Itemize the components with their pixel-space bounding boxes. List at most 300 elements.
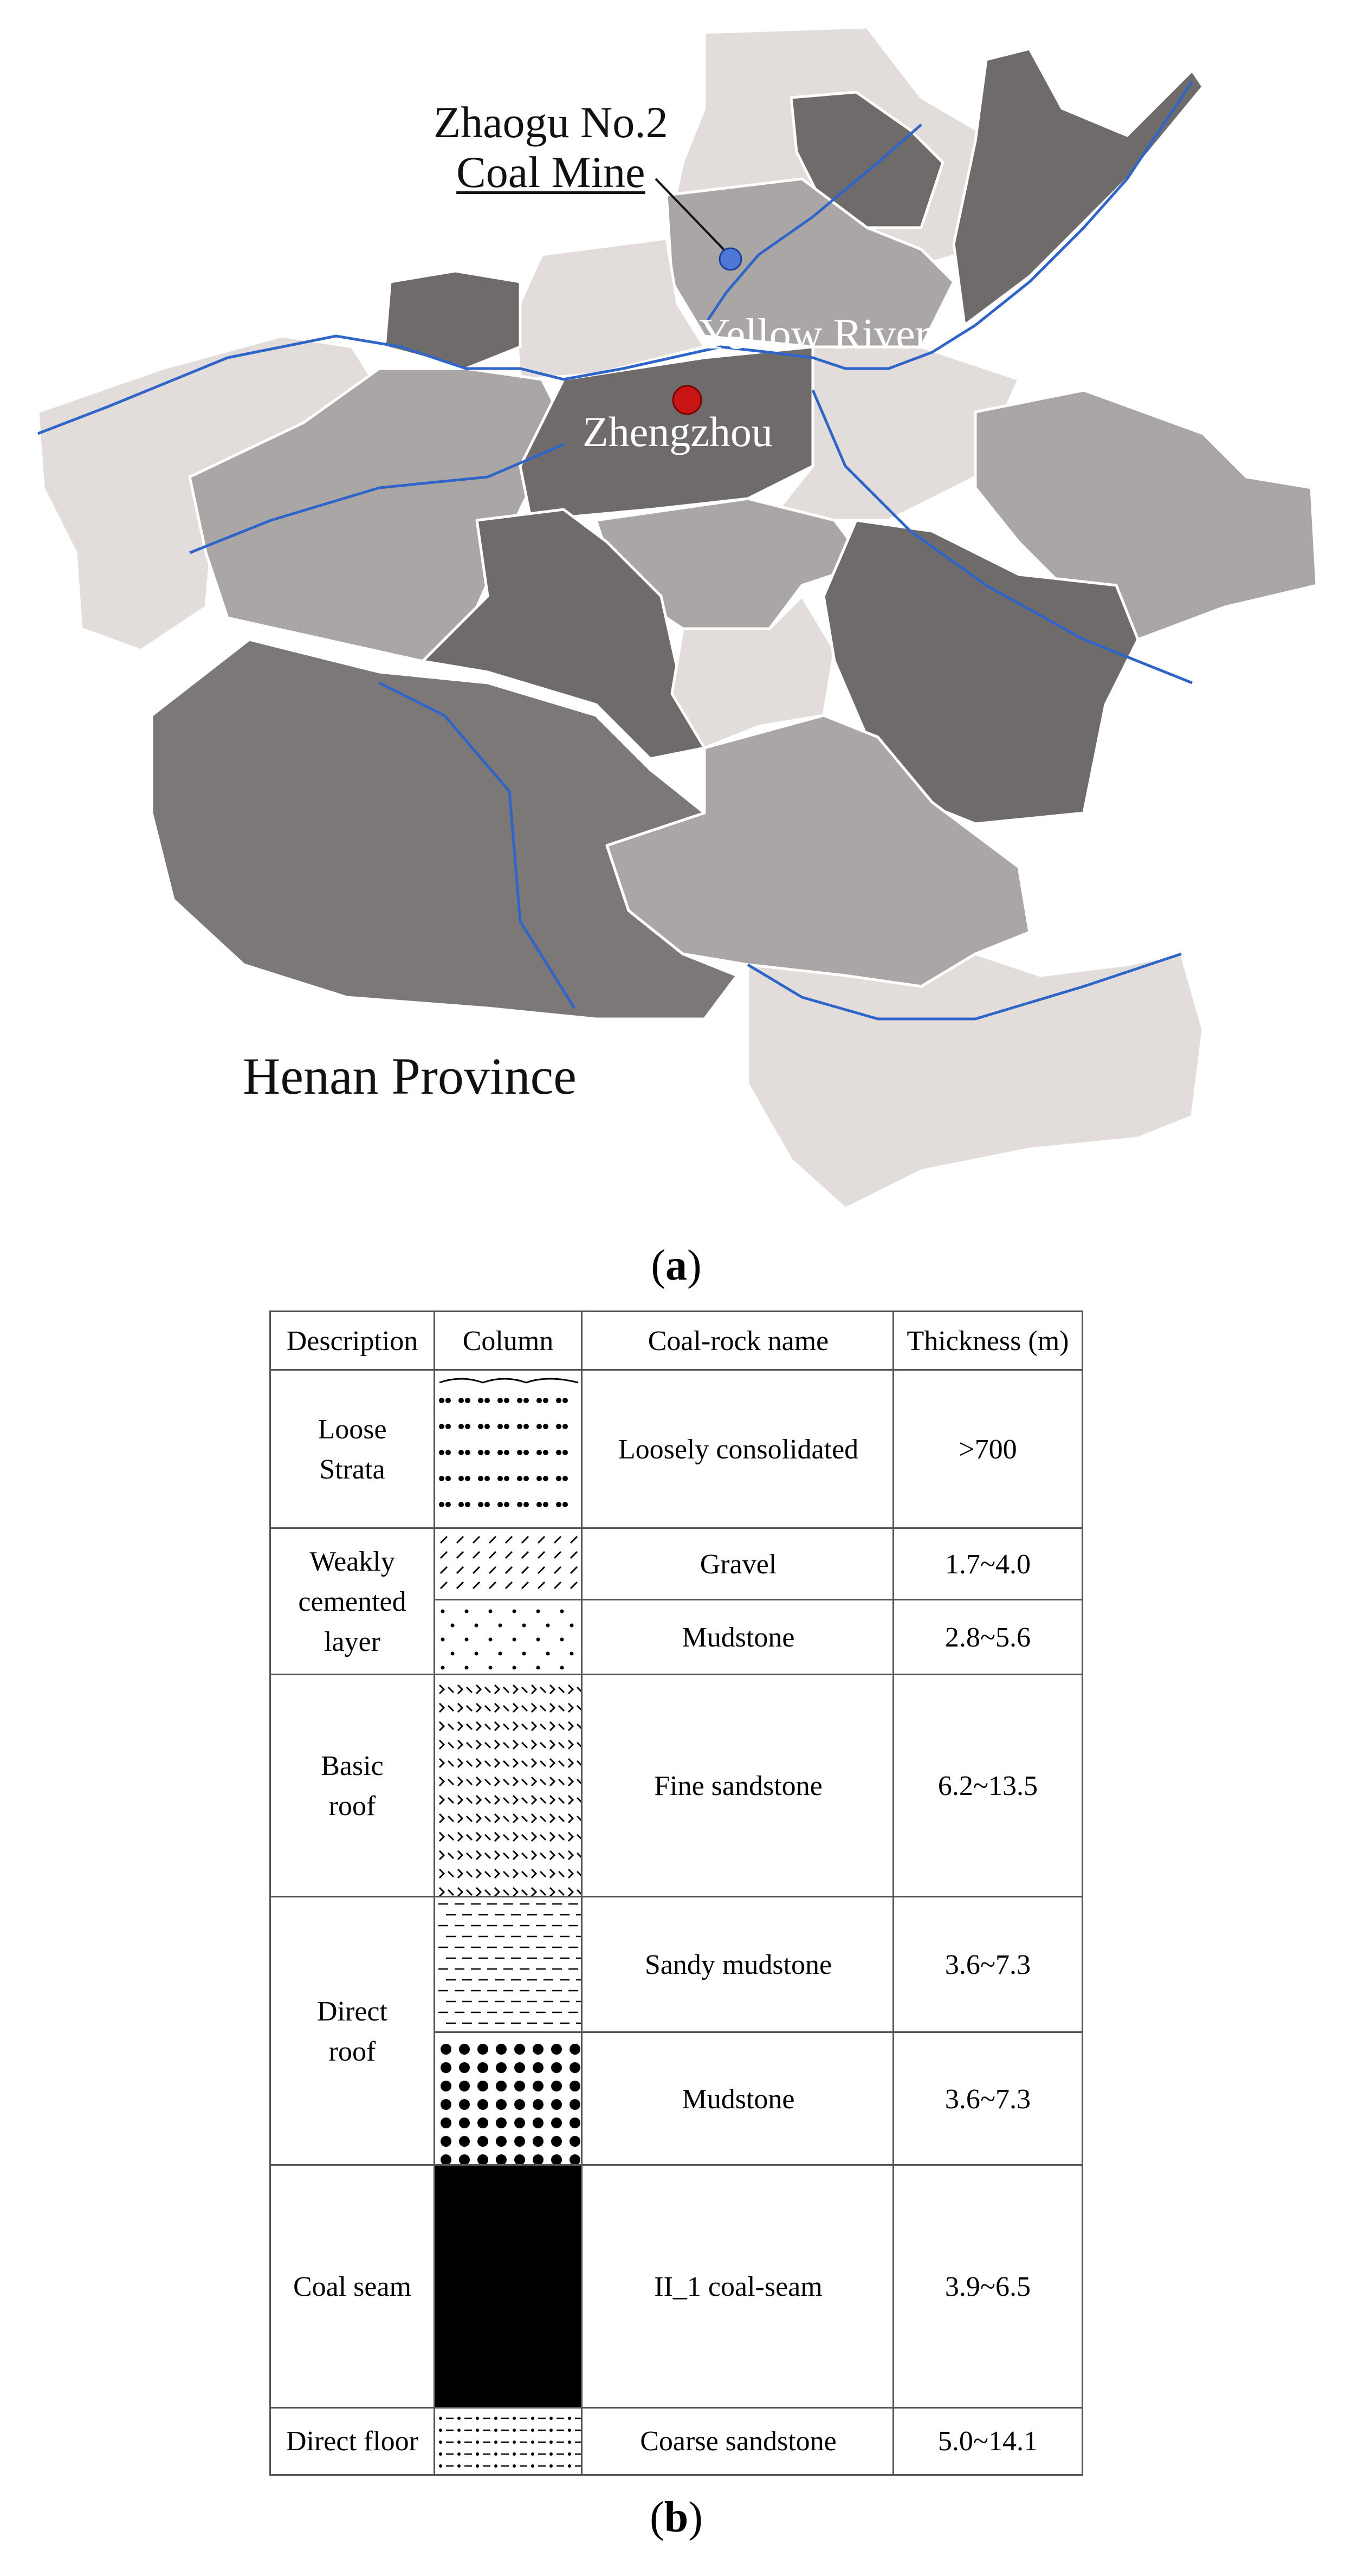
pattern-dot: [457, 2441, 461, 2444]
pattern-slash: [448, 1890, 454, 1895]
pattern-slash: [554, 1552, 561, 1558]
pattern-chevron: [439, 1851, 444, 1860]
pattern-slash: [559, 1687, 564, 1693]
pattern-chevron: [550, 1703, 554, 1712]
pattern-slash: [448, 1816, 454, 1822]
group-description: Weakly cemented layer: [298, 1546, 406, 1657]
pattern-chevron: [568, 1722, 573, 1731]
pattern-dot: [484, 1476, 490, 1481]
pattern-slash: [559, 1761, 564, 1766]
zhengzhou-label: Zhengzhou: [583, 408, 773, 455]
pattern-dot: [441, 2117, 451, 2128]
row-name: Mudstone: [682, 2083, 795, 2115]
pattern-slash: [538, 1552, 545, 1558]
pattern-dot: [478, 1450, 483, 1455]
pattern-dot: [489, 1610, 493, 1613]
pattern-chevron: [532, 1759, 536, 1767]
pattern-chevron: [513, 1740, 517, 1749]
pattern-chevron: [550, 1777, 554, 1786]
pattern-chevron: [513, 1703, 517, 1712]
pattern-chevron: [476, 1796, 481, 1804]
mine-marker: [720, 248, 741, 270]
pattern-dot: [546, 1624, 550, 1628]
pattern-slash: [538, 1536, 545, 1543]
pattern-dot: [568, 2417, 571, 2420]
pattern-dot: [496, 2044, 507, 2055]
pattern-dot: [536, 1638, 540, 1642]
pattern-chevron: [513, 1851, 517, 1860]
pattern-dot: [522, 1652, 526, 1656]
pattern-dot: [459, 2136, 470, 2147]
pattern-dot: [562, 1398, 568, 1403]
pattern-dot: [459, 2081, 470, 2091]
header-description: Description: [286, 1326, 418, 1357]
pattern-dot: [457, 2452, 461, 2456]
pattern-slash: [522, 1706, 527, 1711]
pattern-slash: [503, 1761, 509, 1766]
pattern-chevron: [568, 1759, 573, 1767]
pattern-dot: [496, 2154, 507, 2165]
pattern-chevron: [439, 1888, 444, 1896]
pattern-slash: [448, 1761, 454, 1766]
grid-line: [434, 1599, 1082, 1600]
pattern-chevron: [550, 1869, 554, 1878]
pattern-chevron: [550, 1685, 554, 1694]
pattern-dot: [458, 1450, 464, 1455]
pattern-dot: [475, 1652, 478, 1656]
pattern-chevron: [513, 1759, 517, 1767]
pattern-chevron: [458, 1685, 462, 1694]
pattern-slash: [485, 1779, 490, 1785]
pattern-dot: [477, 2136, 488, 2147]
pattern-dot: [551, 2062, 562, 2073]
group-description: Loose Strata: [318, 1414, 387, 1485]
pattern-slash: [559, 1871, 564, 1877]
pattern-slash: [503, 1853, 509, 1858]
pattern-slash: [506, 1536, 512, 1543]
pattern-slash: [571, 1582, 577, 1589]
pattern-slash: [540, 1706, 546, 1711]
pattern-chevron: [439, 1796, 444, 1804]
pattern-slash: [559, 1706, 564, 1711]
pattern-dot: [439, 2429, 442, 2432]
pattern-slash: [485, 1835, 490, 1840]
pattern-dot: [445, 1476, 451, 1481]
pattern-slash: [522, 1890, 527, 1895]
pattern-chevron: [458, 1796, 462, 1804]
pattern-slash: [540, 1742, 546, 1748]
pattern-slash: [448, 1779, 454, 1785]
pattern-dot: [476, 2441, 479, 2444]
pattern-dot: [441, 1666, 445, 1670]
row-thickness: 1.7~4.0: [945, 1549, 1031, 1580]
pattern-dot: [445, 1424, 451, 1429]
pattern-dot: [439, 2417, 442, 2420]
pattern-dot: [465, 1398, 470, 1403]
pattern-dot: [523, 1502, 529, 1507]
pattern-chevron: [513, 1832, 517, 1841]
henan-province-map: [0, 0, 1352, 1247]
pattern-dot: [489, 1666, 493, 1670]
pattern-slash: [540, 1761, 546, 1766]
pattern-slash: [522, 1853, 527, 1858]
header-column: Column: [462, 1326, 554, 1357]
pattern-slash: [467, 1687, 472, 1693]
pattern-chevron: [495, 1832, 499, 1841]
pattern-chevron: [568, 1832, 573, 1841]
pattern-dot: [570, 2154, 580, 2165]
pattern-chevron: [513, 1869, 517, 1878]
pattern-dot: [513, 1610, 516, 1613]
pattern-dot: [568, 2441, 571, 2444]
pattern-dot: [517, 1424, 522, 1429]
pattern-slash: [522, 1761, 527, 1766]
pattern-chevron: [568, 1869, 573, 1878]
pattern-slash: [467, 1742, 472, 1748]
pattern-slash: [473, 1582, 480, 1589]
pattern-slash: [522, 1724, 527, 1729]
pattern-dot: [517, 1476, 522, 1481]
row-name: Fine sandstone: [654, 1771, 823, 1802]
pattern-dot: [514, 2154, 525, 2165]
pattern-slash: [522, 1582, 528, 1589]
pattern-slash: [457, 1536, 463, 1543]
pattern-chevron: [550, 1888, 554, 1896]
group-description: Direct roof: [317, 1996, 387, 2067]
pattern-slash: [441, 1582, 447, 1589]
pattern-dot: [543, 1450, 548, 1455]
group-description: Basic roof: [321, 1751, 384, 1822]
pattern-chevron: [495, 1869, 499, 1878]
pattern-dot: [439, 1502, 444, 1507]
row-name: Sandy mudstone: [644, 1949, 832, 1980]
caption-b-letter: b: [664, 2494, 689, 2541]
grid-line: [271, 2407, 1082, 2409]
group-description: Direct floor: [286, 2425, 418, 2457]
pattern-chevron: [495, 1740, 499, 1749]
pattern-dot: [458, 1502, 464, 1507]
pattern-slash: [485, 1853, 490, 1858]
pattern-slash: [441, 1567, 447, 1573]
pattern-dot: [562, 1450, 568, 1455]
pattern-slash: [485, 1871, 490, 1877]
pattern-dot: [457, 2429, 461, 2432]
pattern-chevron: [550, 1832, 554, 1841]
pattern-chevron: [476, 1777, 481, 1786]
pattern-dot: [477, 2044, 488, 2055]
pattern-chevron: [458, 1703, 462, 1712]
pattern-dot: [504, 1398, 509, 1403]
pattern-dot: [549, 2441, 553, 2444]
pattern-dot: [439, 1476, 444, 1481]
pattern-dot: [551, 2099, 562, 2110]
pattern-chevron: [476, 1740, 481, 1749]
pattern-chevron: [513, 1722, 517, 1731]
pattern-slash: [503, 1798, 509, 1803]
pattern-dot: [570, 2081, 580, 2091]
pattern-slash: [448, 1687, 454, 1693]
pattern-dot: [476, 2417, 479, 2420]
pattern-dot: [562, 1502, 568, 1507]
pattern-dot: [504, 1450, 509, 1455]
pattern-chevron: [568, 1740, 573, 1749]
pattern-dot: [531, 2441, 534, 2444]
pattern-dot: [497, 1450, 503, 1455]
pattern-dot: [459, 2062, 470, 2073]
pattern-slash: [540, 1853, 546, 1858]
pattern-slash: [448, 1724, 454, 1729]
pattern-chevron: [495, 1814, 499, 1823]
pattern-dot: [476, 2464, 479, 2468]
pattern-dot: [459, 2154, 470, 2165]
pattern-slash: [448, 1871, 454, 1877]
pattern-dot: [533, 2081, 544, 2091]
pattern-dot: [514, 2044, 525, 2055]
pattern-dot: [459, 2117, 470, 2128]
pattern-dot: [533, 2136, 544, 2147]
pattern-chevron: [439, 1703, 444, 1712]
pattern-slash: [473, 1567, 480, 1573]
pattern-dot: [504, 1424, 509, 1429]
grid-line: [434, 1312, 435, 2474]
pattern-dot: [441, 2154, 451, 2165]
mine-label-line1: Zhaogu No.2: [434, 98, 668, 147]
pattern-dot: [494, 2429, 497, 2432]
pattern-slash: [448, 1742, 454, 1748]
pattern-chevron: [458, 1740, 462, 1749]
pattern-slash: [571, 1567, 577, 1573]
pattern-dot: [477, 2062, 488, 2073]
pattern-chevron: [550, 1722, 554, 1731]
pattern-dot: [477, 2117, 488, 2128]
pattern-slash: [485, 1816, 490, 1822]
pattern-slash: [467, 1871, 472, 1877]
pattern-dot: [477, 2099, 488, 2110]
pattern-dot: [551, 2117, 562, 2128]
pattern-slash: [540, 1835, 546, 1840]
pattern-dot: [536, 1398, 542, 1403]
pattern-chevron: [550, 1759, 554, 1767]
pattern-dot: [556, 1424, 561, 1429]
pattern-slash: [540, 1890, 546, 1895]
pattern-dot: [513, 1666, 516, 1670]
pattern-slash: [554, 1567, 561, 1573]
pattern-dot: [514, 2081, 525, 2091]
row-thickness: 3.9~6.5: [945, 2271, 1031, 2302]
row-thickness: 5.0~14.1: [937, 2425, 1038, 2457]
pattern-dot: [533, 2062, 544, 2073]
pattern-dot: [523, 1424, 529, 1429]
pattern-dot: [497, 1424, 503, 1429]
pattern-dot: [570, 2099, 580, 2110]
pattern-dot: [551, 2044, 562, 2055]
pattern-dot: [458, 1398, 464, 1403]
pattern-slash: [489, 1536, 496, 1543]
pattern-dot: [439, 2464, 442, 2468]
pattern-chevron: [568, 1796, 573, 1804]
pattern-dot: [568, 2464, 571, 2468]
pattern-slash: [554, 1536, 561, 1543]
pattern-chevron: [568, 1777, 573, 1786]
pattern-chevron: [568, 1703, 573, 1712]
pattern-chevron: [439, 1685, 444, 1694]
pattern-dot: [514, 2117, 525, 2128]
pattern-slash: [467, 1761, 472, 1766]
pattern-slash: [485, 1742, 490, 1748]
pattern-slash: [559, 1724, 564, 1729]
pattern-chevron: [439, 1722, 444, 1731]
pattern-slash: [522, 1871, 527, 1877]
group-description: Coal seam: [293, 2271, 412, 2302]
pattern-slash: [503, 1890, 509, 1895]
pattern-dot: [497, 1502, 503, 1507]
pattern-chevron: [532, 1851, 536, 1860]
pattern-chevron: [532, 1685, 536, 1694]
region-northwest-dark: [385, 271, 520, 369]
pattern-chevron: [513, 1814, 517, 1823]
pattern-slash: [571, 1552, 577, 1558]
pattern-dot: [465, 1610, 469, 1613]
pattern-chevron: [495, 1722, 499, 1731]
pattern-slash: [503, 1724, 509, 1729]
pattern-chevron: [439, 1777, 444, 1786]
pattern-slash: [503, 1706, 509, 1711]
pattern-slash: [485, 1761, 490, 1766]
pattern-dot: [478, 1502, 483, 1507]
grid-line: [581, 1312, 583, 2474]
pattern-dot: [523, 1476, 529, 1481]
pattern-dot: [536, 1610, 540, 1613]
region-northeast-dark: [954, 49, 1203, 325]
pattern-dot: [459, 2099, 470, 2110]
pattern-dot: [445, 1450, 451, 1455]
pattern-dot: [570, 2062, 580, 2073]
pattern-dot: [476, 2429, 479, 2432]
pattern-slash: [559, 1816, 564, 1822]
pattern-slash: [559, 1890, 564, 1895]
pattern-slash: [503, 1816, 509, 1822]
pattern-slash: [503, 1742, 509, 1748]
pattern-chevron: [476, 1703, 481, 1712]
pattern-chevron: [495, 1703, 499, 1712]
pattern-chevron: [476, 1722, 481, 1731]
pattern-dot: [484, 1450, 490, 1455]
pattern-chevron: [439, 1814, 444, 1823]
pattern-chevron: [439, 1832, 444, 1841]
row-name: Mudstone: [682, 1622, 795, 1653]
pattern-slash: [559, 1798, 564, 1803]
pattern-dot: [514, 2099, 525, 2110]
pattern-dot: [536, 1424, 542, 1429]
pattern-dot: [536, 1502, 542, 1507]
pattern-dot: [439, 1424, 444, 1429]
pattern-dot: [522, 1624, 526, 1628]
mine-label: [434, 98, 668, 197]
pattern-dot: [458, 1424, 464, 1429]
pattern-slash: [448, 1798, 454, 1803]
row-name: II_1 coal-seam: [654, 2271, 823, 2302]
pattern-chevron: [495, 1796, 499, 1804]
pattern-dot: [465, 1638, 469, 1642]
pattern-dot: [457, 2464, 461, 2468]
pattern-dot: [504, 1476, 509, 1481]
pattern-dot: [513, 2429, 516, 2432]
pattern-dot: [497, 1398, 503, 1403]
pattern-slash: [522, 1536, 528, 1543]
pattern-chevron: [495, 1888, 499, 1896]
grid-line: [271, 1527, 1082, 1529]
pattern-dot: [477, 2154, 488, 2165]
pattern-dot: [531, 2417, 534, 2420]
pattern-dot: [445, 1502, 451, 1507]
pattern-dot: [451, 1652, 455, 1656]
pattern-slash: [559, 1835, 564, 1840]
pattern-slash: [467, 1890, 472, 1895]
pattern-dot: [514, 2136, 525, 2147]
pattern-slash: [457, 1582, 463, 1589]
pattern-chevron: [458, 1759, 462, 1767]
pattern-slash: [485, 1890, 490, 1895]
pattern-dot: [465, 1450, 470, 1455]
pattern-dot: [551, 2081, 562, 2091]
pattern-dot: [513, 2417, 516, 2420]
pattern-dot: [536, 1666, 540, 1670]
pattern-dot: [499, 1652, 502, 1656]
pattern-dot: [477, 2081, 488, 2091]
pattern-dot: [439, 1450, 444, 1455]
pattern-chevron: [532, 1796, 536, 1804]
pattern-slash: [503, 1835, 509, 1840]
row-name: Coarse sandstone: [640, 2425, 837, 2457]
pattern-dot: [478, 1476, 483, 1481]
pattern-slash: [485, 1724, 490, 1729]
pattern-dot: [504, 1502, 509, 1507]
pattern-dot: [531, 2429, 534, 2432]
pattern-dot: [465, 1476, 470, 1481]
pattern-dot: [536, 1476, 542, 1481]
pattern-chevron: [550, 1740, 554, 1749]
pattern-chevron: [550, 1814, 554, 1823]
pattern-dot: [570, 1652, 574, 1656]
pattern-chevron: [513, 1685, 517, 1694]
pattern-chevron: [439, 1740, 444, 1749]
pattern-dot: [543, 1476, 548, 1481]
grid-line: [271, 2164, 1082, 2166]
pattern-wave: [439, 1379, 578, 1383]
pattern-dot: [514, 2062, 525, 2073]
pattern-slash: [538, 1567, 545, 1573]
pattern-slash: [489, 1552, 496, 1558]
pattern-dot: [475, 1624, 478, 1628]
pattern-dot: [543, 1398, 548, 1403]
pattern-chevron: [550, 1851, 554, 1860]
pattern-slash: [540, 1798, 546, 1803]
pattern-dot: [484, 1398, 490, 1403]
header-name: Coal-rock name: [648, 1326, 829, 1357]
pattern-dot: [549, 2417, 553, 2420]
pattern-dot: [531, 2464, 534, 2468]
pattern-slash: [559, 1742, 564, 1748]
pattern-dot: [517, 1502, 522, 1507]
pattern-dot: [533, 2099, 544, 2110]
pattern-dot: [465, 1502, 470, 1507]
pattern-dot: [517, 1450, 522, 1455]
pattern-dot: [441, 2099, 451, 2110]
pattern-dot: [568, 2452, 571, 2456]
pattern-dot: [523, 1450, 529, 1455]
pattern-dot: [441, 2062, 451, 2073]
pattern-slash: [559, 1853, 564, 1858]
